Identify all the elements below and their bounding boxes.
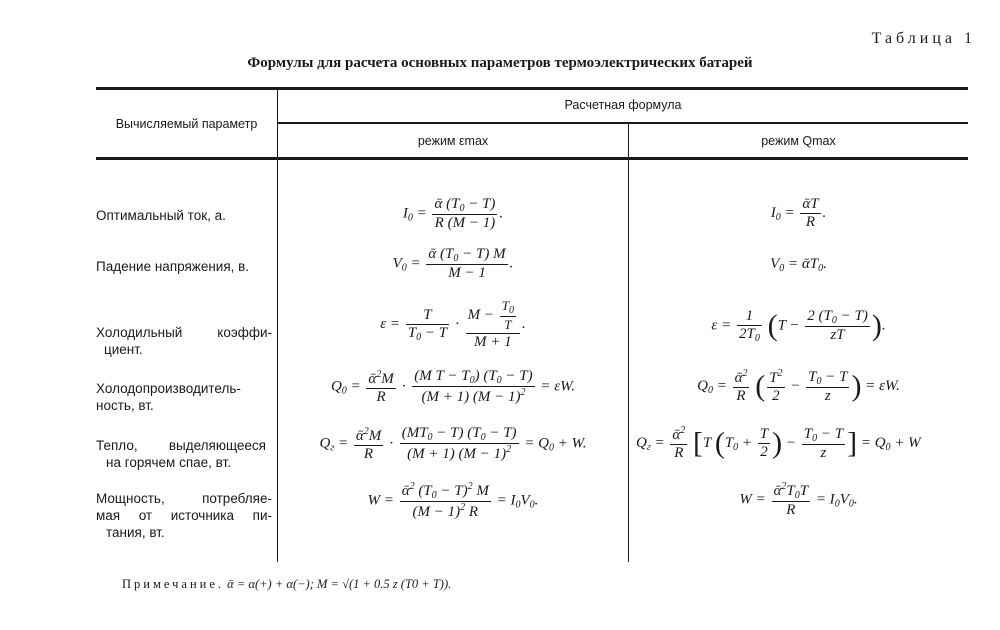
row-label-line: Тепло, выделяющееся — [96, 438, 266, 453]
row-label-line: циент. — [104, 342, 143, 357]
note-text: ᾱ = α(+) + α(−); M = √(1 + 0.5 z (T0 + T)). — [227, 577, 452, 591]
row-label-power — [96, 490, 272, 541]
formula-current-emax: $I_0$ = $\frac{ᾱ (T_0 - T)}{R (M - 1)}$ . — [402, 196, 504, 231]
formula-voltage-qmax: $V_0$ = ᾱT$_0$. — [770, 256, 827, 274]
formula-coefficient-qmax: ε = $\frac{1}{2T_0}$ (T − $\frac{2 (T_0 - T)}{zT}$ ). — [711, 308, 886, 344]
row-label-line: ность, вт. — [96, 398, 154, 413]
formula-cooling-qmax: $Q_0$ = $\frac{ᾱ^2}{R}$ ( $\frac{T^2}{2}$ − $\frac{T_0 - T}{z}$ ) = εW. — [697, 368, 900, 404]
mode-emax-header: режим εmax — [417, 134, 489, 148]
param-column-header: Вычисляемый параметр — [115, 117, 258, 131]
formula-current-qmax: $I_0$ = $\frac{\text{ᾱT}}{R}$ . — [770, 196, 827, 230]
table-title: Формулы для расчета основных параметров термоэлектрических батарей — [247, 55, 753, 71]
header-bottom-rule — [96, 157, 968, 160]
table-note — [122, 577, 451, 592]
row-label-line: на горячем спае, вт. — [106, 455, 231, 470]
mode-qmax-header: режим Qmax — [761, 134, 836, 148]
row-label-cooling-capacity — [96, 380, 272, 414]
row-label-line: Мощность, потребляе- — [96, 491, 272, 506]
formula-heat-emax: $Q_г$ = $\frac{ᾱ^2M}{R}$ · $\frac{(MT_0 - T) (T_0 - T)}{(M + 1) (M - 1)^2}$ = $Q_0 + W$. — [319, 425, 587, 462]
formula-heat-qmax: $Q_г$ = $\frac{ᾱ^2}{R}$ [T ($T_0$ + $\frac{T}{2}$ ) − $\frac{T_0 - T}{z}$ ] = $Q_0 + W$ — [636, 425, 921, 461]
top-rule — [96, 87, 968, 90]
formula-coefficient-emax: ε = $\frac{T}{T_0 - T}$ · M − $\frac{T_0}{T}$ M + 1 . — [380, 298, 526, 350]
formula-voltage-emax: $V_0$ = $\frac{ᾱ (T_0 - T) M}{M - 1}$ . — [392, 246, 514, 281]
formula-cooling-emax: $Q_0$ = $\frac{ᾱ^2M}{R}$ · $\frac{(M T - T_0) (T_0 - T)}{(M + 1) (M - 1)^2}$ = εW. — [330, 368, 576, 405]
row-label-current: Оптимальный ток, а. — [96, 208, 226, 223]
row-label-heat — [96, 437, 266, 471]
formula-power-qmax: W = $\frac{ᾱ^2T_0T}{R}$ = $I_0V_0$. — [739, 481, 858, 518]
row-label-line: мая от источника пи- — [96, 508, 272, 523]
row-label-coefficient — [96, 324, 272, 358]
row-label-line: Холодопроизводитель- — [96, 381, 241, 396]
formula-group-header: Расчетная формула — [564, 98, 682, 112]
row-label-line: Холодильный коэффи- — [96, 325, 272, 340]
row-label-voltage: Падение напряжения, в. — [96, 259, 250, 274]
header-subrule — [278, 122, 968, 124]
note-prefix: Примечание. — [122, 577, 225, 591]
formula-power-emax: W = $\frac{ᾱ^2 (T_0 - T)^2 M}{(M - 1)^2 R}$ = $I_0V_0$. — [367, 481, 539, 520]
table-label: Таблица 1 — [871, 30, 976, 47]
row-label-line: тания, вт. — [106, 525, 165, 540]
